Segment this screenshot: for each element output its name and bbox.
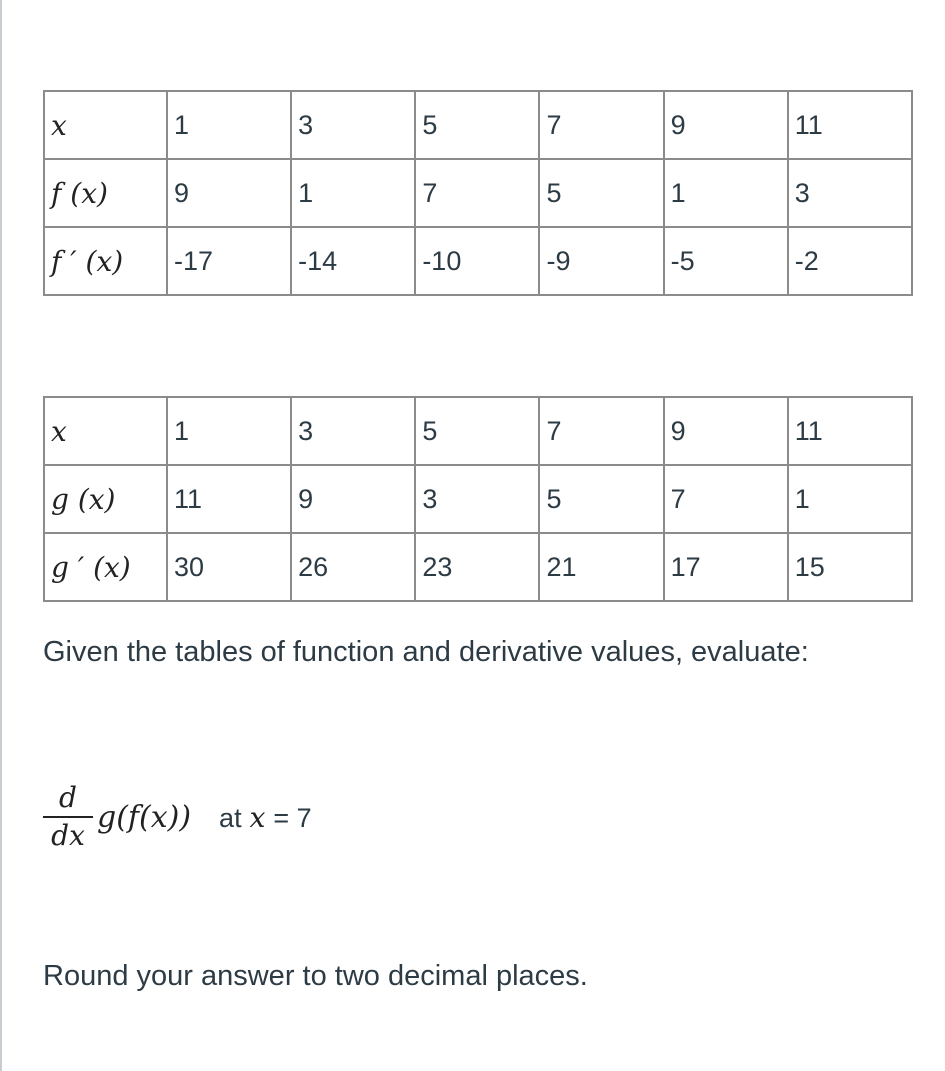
f-table-cell: 5 xyxy=(415,91,539,159)
composite-function: g(f(x)) xyxy=(97,799,192,835)
g-table-row-label: x xyxy=(44,397,167,465)
f-table-cell: -5 xyxy=(664,227,788,295)
f-table-body xyxy=(44,91,912,295)
f-table-cell: -14 xyxy=(291,227,415,295)
f-table-cell: 7 xyxy=(539,91,663,159)
variable: x xyxy=(249,800,266,834)
f-table-cell: -2 xyxy=(788,227,912,295)
f-table-row-label: f (x) xyxy=(44,159,167,227)
g-table-cell: 11 xyxy=(167,465,291,533)
g-table-cell: 7 xyxy=(664,465,788,533)
derivative-expression xyxy=(43,772,312,862)
f-table-cell: 9 xyxy=(167,159,291,227)
question-prompt: Given the tables of function and derivative values, evaluate: xyxy=(43,636,809,668)
g-table-cell: 1 xyxy=(167,397,291,465)
g-table-cell: 7 xyxy=(539,397,663,465)
g-table-cell: 23 xyxy=(415,533,539,601)
at-label: at xyxy=(219,802,242,833)
g-table-cell: 1 xyxy=(788,465,912,533)
g-table-cell: 15 xyxy=(788,533,912,601)
g-table-row xyxy=(44,465,912,533)
operator-numerator: d xyxy=(59,781,77,814)
f-table-cell: -9 xyxy=(539,227,663,295)
g-table-cell: 9 xyxy=(291,465,415,533)
f-table-row xyxy=(44,91,912,159)
g-table-cell: 26 xyxy=(291,533,415,601)
g-table-cell: 30 xyxy=(167,533,291,601)
g-table-row-label: g (x) xyxy=(44,465,167,533)
f-table-cell: 1 xyxy=(291,159,415,227)
f-table-cell: 1 xyxy=(167,91,291,159)
f-table-cell: 1 xyxy=(664,159,788,227)
g-table-row xyxy=(44,397,912,465)
g-table-row-label: g ′ (x) xyxy=(44,533,167,601)
g-table-cell: 3 xyxy=(415,465,539,533)
derivative-operator xyxy=(43,780,93,854)
g-table-cell: 11 xyxy=(788,397,912,465)
g-table-body xyxy=(44,397,912,601)
f-table-cell: 5 xyxy=(539,159,663,227)
g-table-cell: 17 xyxy=(664,533,788,601)
g-values-table xyxy=(43,396,913,602)
f-table-row xyxy=(44,227,912,295)
g-table-cell: 3 xyxy=(291,397,415,465)
g-table-cell: 5 xyxy=(415,397,539,465)
g-table-cell: 21 xyxy=(539,533,663,601)
g-table-row xyxy=(44,533,912,601)
f-table-row-label: f ′ (x) xyxy=(44,227,167,295)
f-table-row-label: x xyxy=(44,91,167,159)
f-table-row xyxy=(44,159,912,227)
left-border xyxy=(0,0,2,1071)
f-values-table xyxy=(43,90,913,296)
f-table-cell: 3 xyxy=(788,159,912,227)
f-table-cell: 3 xyxy=(291,91,415,159)
evaluation-point xyxy=(219,801,312,834)
f-table-cell: 11 xyxy=(788,91,912,159)
condition: = 7 xyxy=(273,802,312,833)
f-table-cell: -10 xyxy=(415,227,539,295)
g-table-cell: 5 xyxy=(539,465,663,533)
f-table-cell: 7 xyxy=(415,159,539,227)
g-table-cell: 9 xyxy=(664,397,788,465)
operator-denominator: dx xyxy=(51,819,85,852)
f-table-cell: 9 xyxy=(664,91,788,159)
f-table-cell: -17 xyxy=(167,227,291,295)
rounding-instruction: Round your answer to two decimal places. xyxy=(43,960,588,992)
